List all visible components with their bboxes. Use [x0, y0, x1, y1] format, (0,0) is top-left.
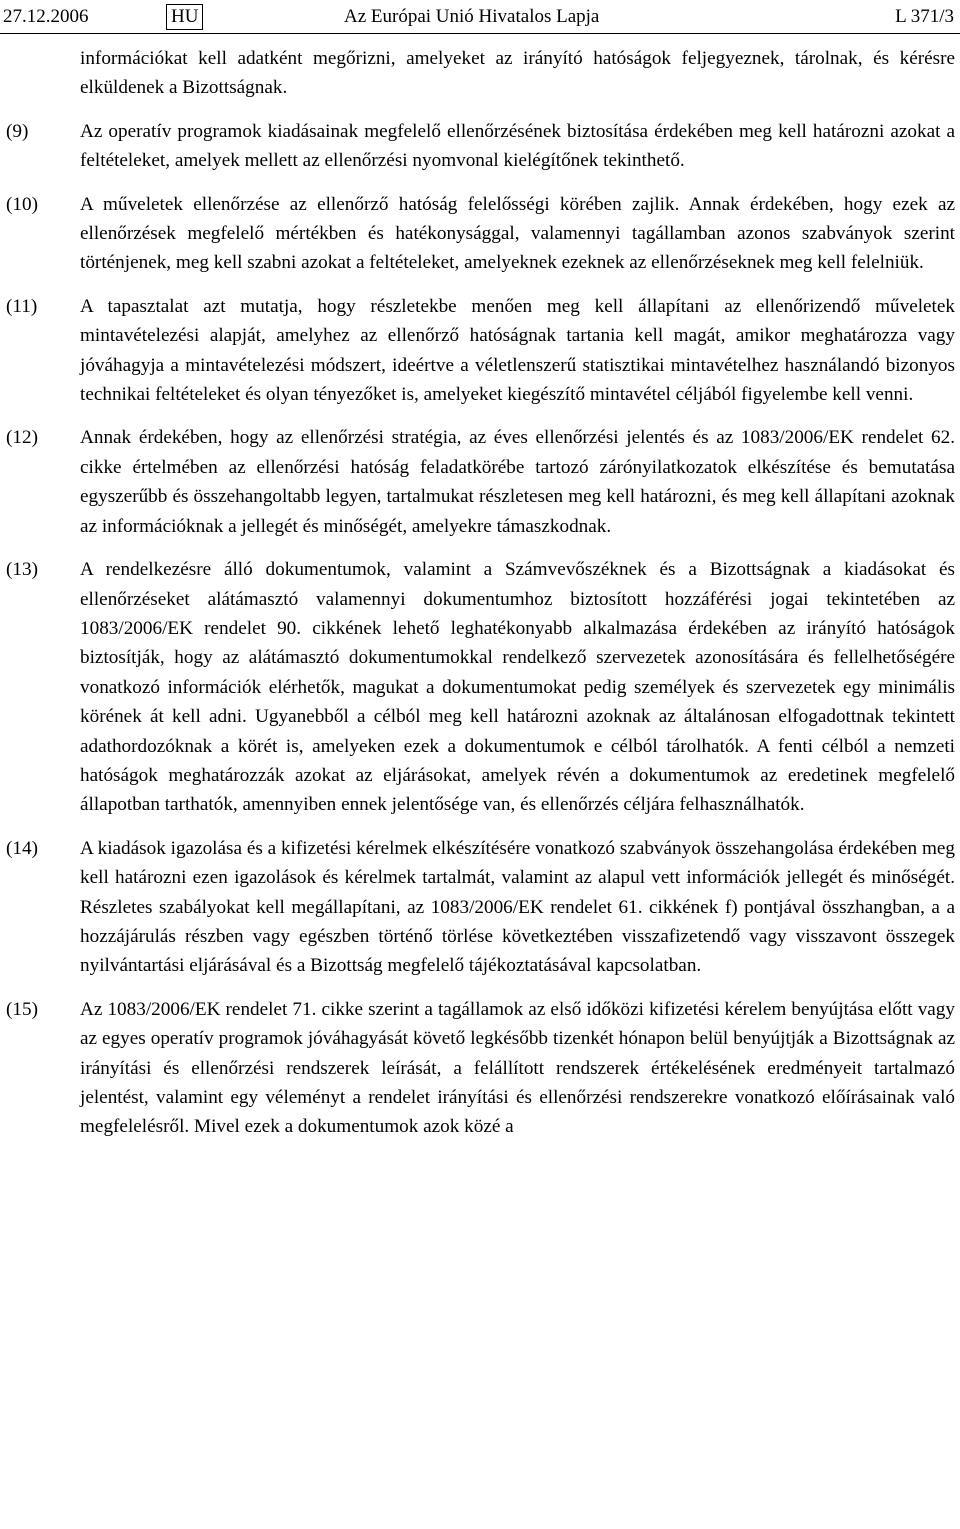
paragraph-text: A tapasztalat azt mutatja, hogy részletekbe menően meg kell állapítani az ellenőrizendő műveletek mintavételezési alapját, amelyhez az ellenőrző hatóságnak tartania kell magát, amikor meghatározza vagy jóváhagyja a mintavételezési módszert, ideértve a véletlenszerű statisztikai mintavételhez használandó bizonyos technikai feltételeket és olyan tényezőket is, amelyeket kiegészítő mintavétel céljából figyelembe kell venni.	[80, 295, 955, 406]
document-body	[0, 44, 960, 1156]
page-reference: L 371/3	[895, 6, 954, 27]
recital-15	[0, 995, 960, 1142]
journal-title: Az Európai Unió Hivatalos Lapja	[344, 6, 600, 27]
paragraph-text: Az 1083/2006/EK rendelet 71. cikke szerint a tagállamok az első időközi kifizetési kérelem benyújtása előtt vagy az egyes operatív programok jóváhagyását követő legkésőbb tizenkét hónapon belül benyújtják a Bizottságnak az irányítási és ellenőrzési rendszerek leírását, a felállított rendszerek értékelésének eredményeit tartalmazó jelentést, valamint egy véleményt a rendelet irányítási és ellenőrzési rendszerekre vonatkozó előírásainak való megfelelésről. Mivel ezek a dokumentumok azok közé a	[80, 998, 955, 1138]
recital-13	[0, 555, 960, 820]
recital-14	[0, 834, 960, 981]
header-rule	[0, 33, 960, 34]
paragraph-text: A kiadások igazolása és a kifizetési kérelmek elkészítésére vonatkozó szabványok összehangolása érdekében meg kell határozni ezen igazolások és kérelmek tartalmát, valamint az alapul vett információk jellegét és minőségét. Részletes szabályokat kell megállapítani, az 1083/2006/EK rendelet 61. cikkének f) pontjával összhangban, a a hozzájárulás részben vagy egészben történő törlése következtében visszafizetendő vagy visszavont összegek nyilvántartási eljárásával és a Bizottság megfelelő tájékoztatásával kapcsolatban.	[80, 837, 955, 977]
paragraph-text: Annak érdekében, hogy az ellenőrzési stratégia, az éves ellenőrzési jelentés és az 1083/2006/EK rendelet 62. cikke értelmében az ellenőrzési hatóság feladatkörébe tartozó zárónyilatkozatok elkészítése és bemutatása egyszerűbb és összehangoltabb legyen, tartalmukat részletesen meg kell határozni, és meg kell állapítani azoknak az információknak a jellegét és minőségét, amelyekre támaszkodnak.	[80, 427, 955, 537]
paragraph-text: információkat kell adatként megőrizni, amelyeket az irányító hatóságok feljegyeznek, tárolnak, és kérésre elküldenek a Bizottságnak.	[80, 48, 955, 99]
language-code-box: HU	[166, 4, 203, 30]
publication-date: 27.12.2006	[3, 6, 89, 27]
page-header	[0, 2, 960, 32]
recital-12	[0, 423, 960, 541]
paragraph-text: Az operatív programok kiadásainak megfelelő ellenőrzésének biztosítása érdekében meg kell határozni azokat a feltételeket, amelyek mellett az ellenőrzési nyomvonal kielégítőnek tekinthető.	[80, 120, 955, 172]
recital-number: (14)	[6, 837, 38, 859]
recital-10	[0, 190, 960, 278]
recital-number: (13)	[6, 559, 38, 581]
recital-number: (12)	[6, 427, 38, 449]
recital-11	[0, 292, 960, 410]
paragraph-continuation	[0, 44, 960, 103]
recital-number: (11)	[6, 295, 38, 317]
recital-9	[0, 117, 960, 176]
paragraph-text: A műveletek ellenőrzése az ellenőrző hatóság felelősségi körében zajlik. Annak érdekében, hogy ezek az ellenőrzések megfelelő mértékben és hatékonysággal, valamennyi tagállamban azonos szabványok szerint történjenek, meg kell szabni azokat a feltételeket, amelyeknek ezeknek az ellenőrzéseknek meg kell felelniük.	[80, 193, 955, 274]
recital-number: (9)	[6, 120, 29, 142]
recital-number: (15)	[6, 998, 38, 1020]
paragraph-text: A rendelkezésre álló dokumentumok, valamint a Számvevőszéknek és a Bizottságnak a kiadásokat és ellenőrzéseket alátámasztó valamennyi dokumentumhoz biztosított hozzáférési jogai tekintetében az 1083/2006/EK rendelet 90. cikkének lehető leghatékonyabb alkalmazása érdekében az irányító hatóságok biztosítják, hogy az alátámasztó dokumentumokkal rendelkező szervezetek azonosítására és fellelhetőségére vonatkozó információk elérhetők, magukat a dokumentumokat pedig személyek és szervezetek egy minimális körének át kell adni. Ugyanebből a célból meg kell határozni azoknak az általánosan elfogadottnak tekintett adathordozóknak a körét is, amelyeken ezek a dokumentumok e célból tárolhatók. A fenti célból a nemzeti hatóságok meghatározzák azokat az eljárásokat, amelyek révén a dokumentumok az eredetinek megfelelő állapotban tarthatók, amennyiben ennek jelentősége van, és ellenőrzés céljára felhasználhatók.	[80, 559, 955, 816]
recital-number: (10)	[6, 193, 38, 215]
